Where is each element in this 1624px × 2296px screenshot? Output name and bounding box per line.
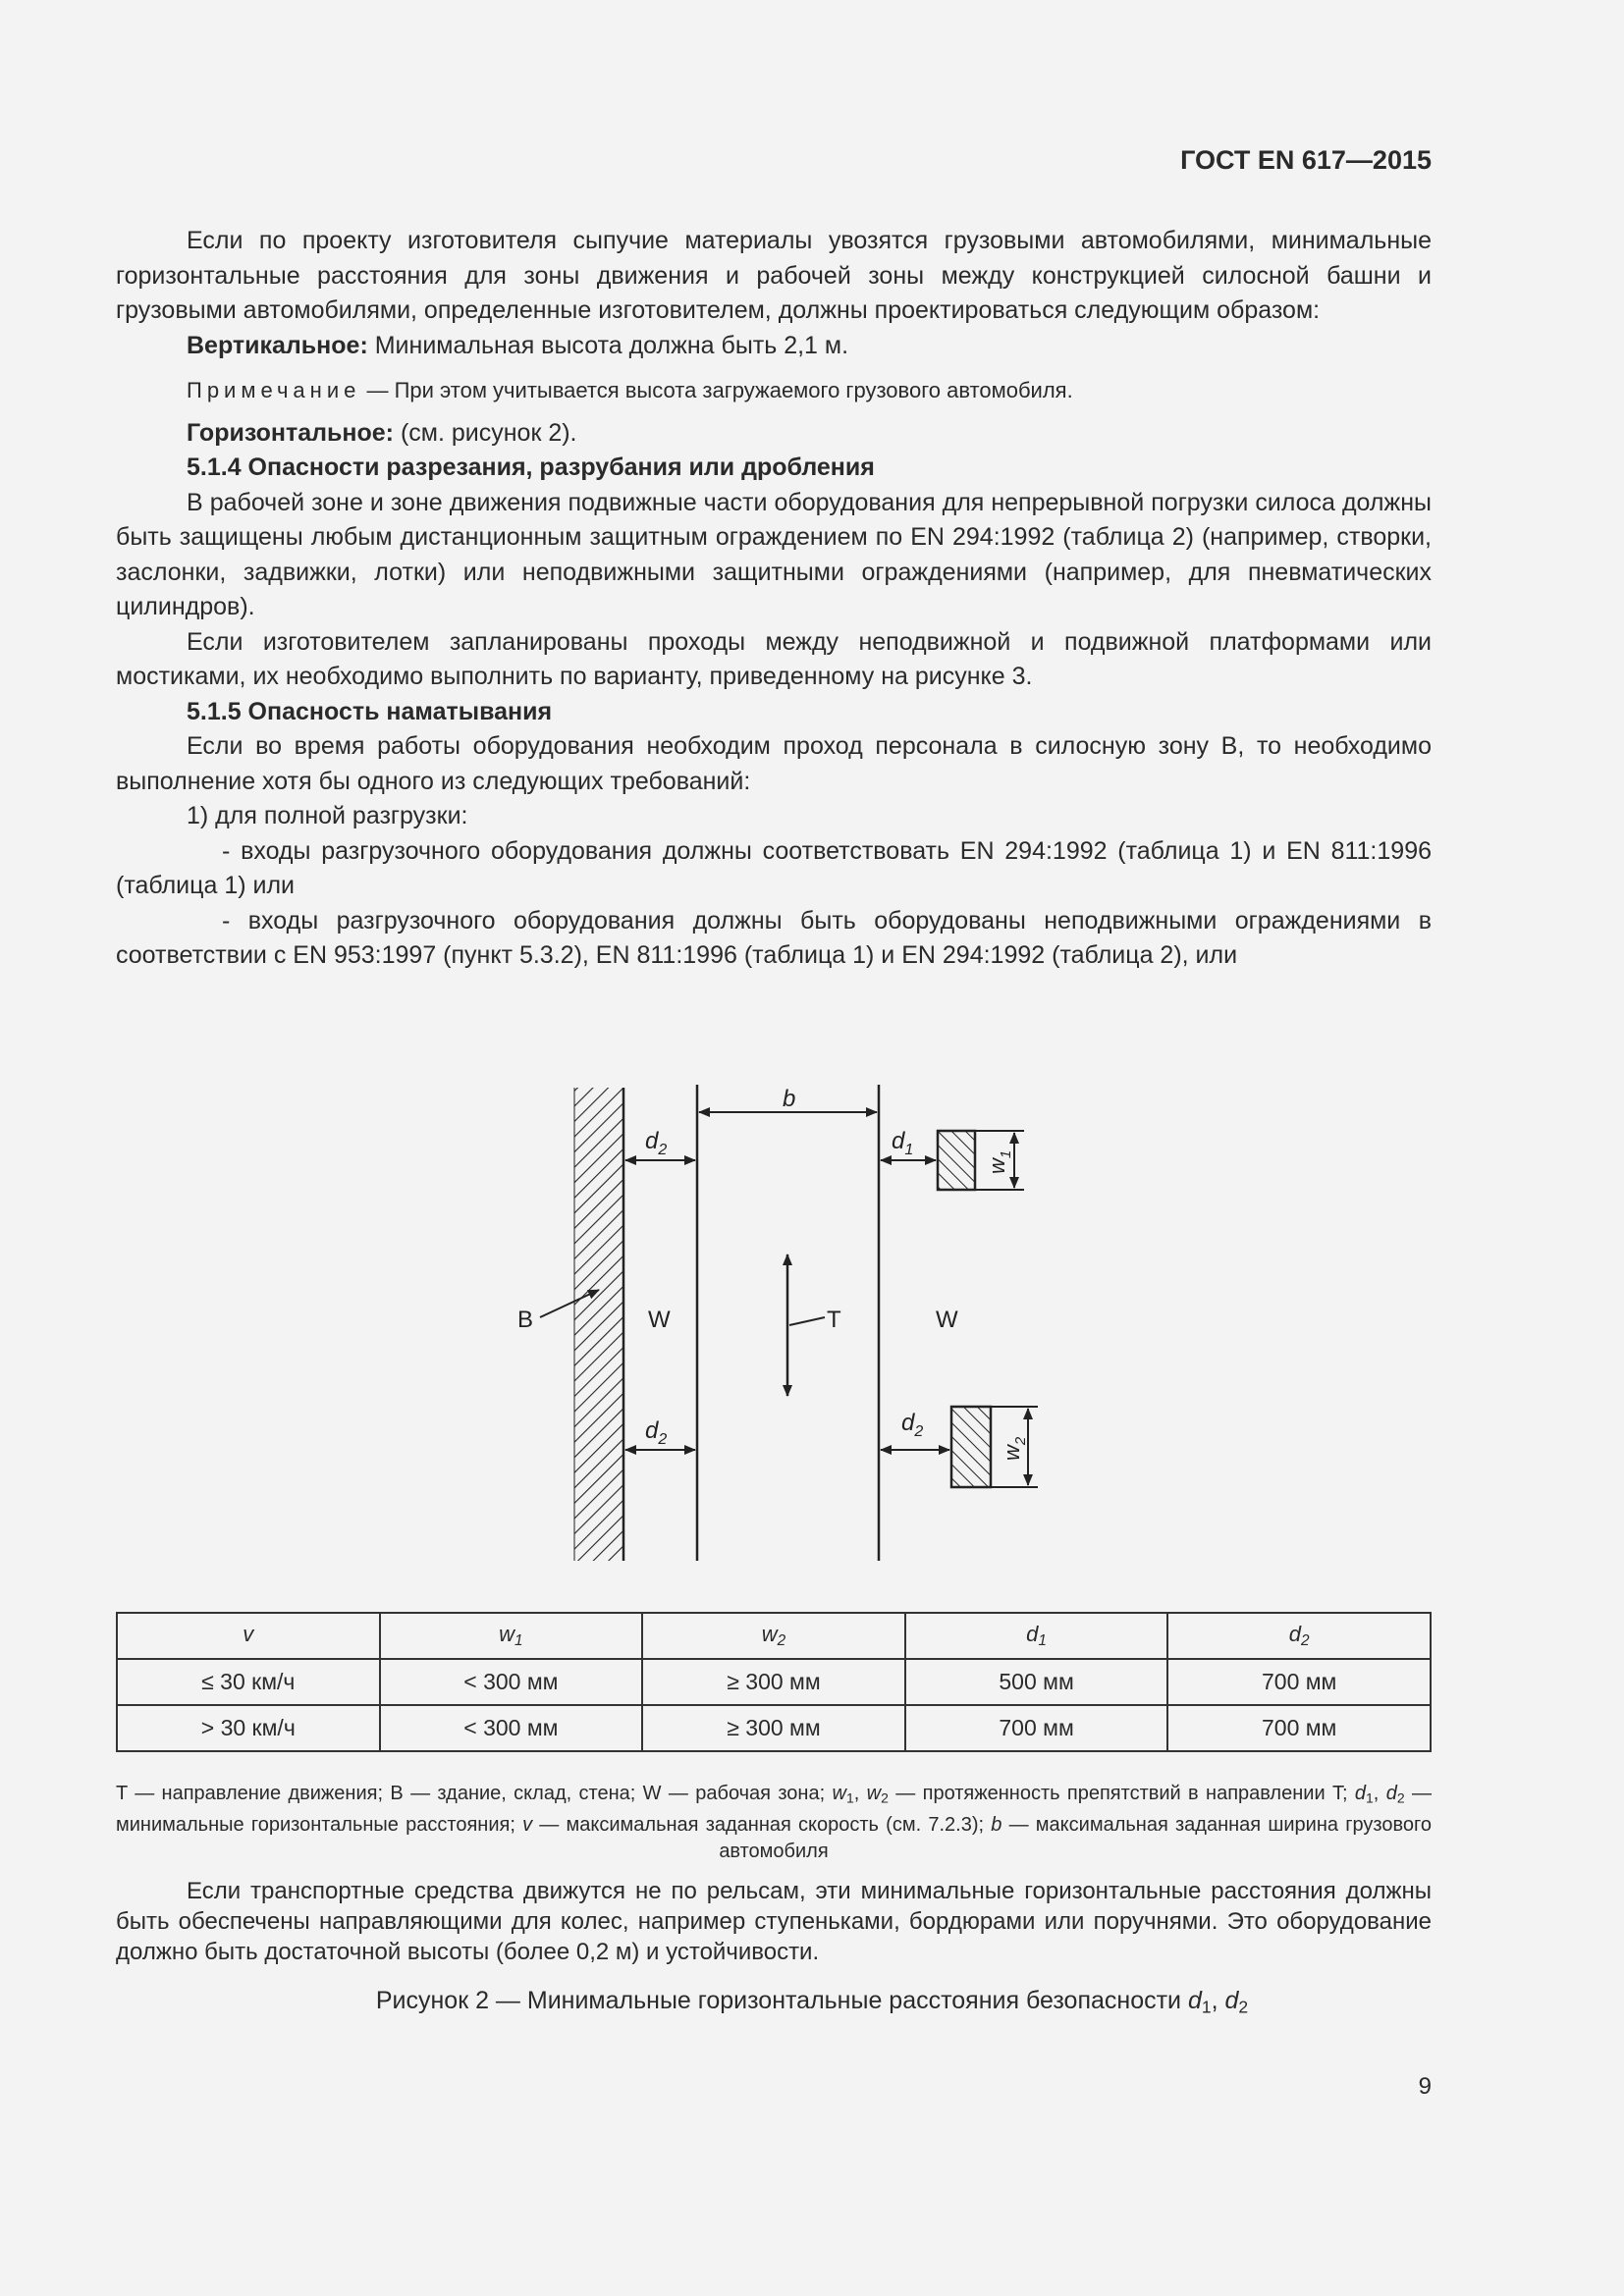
- label-W-left: W: [648, 1307, 671, 1333]
- dim-d2-right-label: $d_2$: [901, 1410, 924, 1440]
- obstacle-2: [951, 1407, 991, 1487]
- table-cell: > 30 км/ч: [117, 1705, 380, 1751]
- header-cell: v: [117, 1613, 380, 1659]
- paragraph: Если изготовителем запланированы проходы между неподвижной и подвижной платформами или мостиками, их необходимо выполнить по варианту, приведенному на рисунке 3.: [116, 627, 1432, 690]
- label-W-right: W: [936, 1307, 958, 1333]
- header-cell: $w_1$: [380, 1613, 643, 1659]
- paragraph: Если транспортные средства движутся не по рельсам, эти минимальные горизонтальные расстояния должны быть обеспечены направляющими для колес, например ступеньками, бордюрами или поручнями. Это оборудование должно быть достаточной высоты (более 0,2 м) и устойчивости.: [116, 1878, 1432, 1965]
- section-heading-5-1-4: 5.1.4 Опасности разрезания, разрубания или дробления: [187, 454, 875, 481]
- list-bullet: - входы разгрузочного оборудования должны быть оборудованы неподвижными ограждениями в соответствии с EN 953:1997 (пункт 5.3.2), EN 811:1996 (таблица 1) и EN 294:1992 (таблица 2), или: [116, 906, 1432, 969]
- table-cell: ≥ 300 мм: [642, 1705, 905, 1751]
- figure-caption: Рисунок 2 — Минимальные горизонтальные расстояния безопасности $d_1$, $d_2$: [375, 1987, 1249, 2017]
- paragraph: Если по проекту изготовителя сыпучие материалы увозятся грузовыми автомобилями, минимальные горизонтальные расстояния для зоны движения и рабочей зоны между конструкцией силосной башни и грузовыми автомобилями, определенные изготовителем, должны проектироваться следующим образом:: [116, 227, 1432, 324]
- dim-w2-label: $w_2$: [1000, 1436, 1029, 1461]
- table-cell: ≤ 30 км/ч: [117, 1659, 380, 1705]
- table-cell: < 300 мм: [380, 1705, 643, 1751]
- section-heading-5-1-5: 5.1.5 Опасность наматывания: [187, 697, 553, 725]
- list-item: 1) для полной разгрузки:: [187, 802, 468, 829]
- document-number: ГОСТ EN 617—2015: [1180, 145, 1432, 175]
- dim-d2-bottom-label: $d_2$: [645, 1417, 668, 1448]
- table-cell: 700 мм: [1167, 1659, 1431, 1705]
- table-row: [117, 1705, 1431, 1751]
- note: [187, 373, 1432, 408]
- dim-d1-label: $d_1$: [892, 1128, 914, 1158]
- horizontal-requirement: [116, 416, 1432, 452]
- table-cell: 700 мм: [905, 1705, 1168, 1751]
- vertical-requirement: [116, 329, 1432, 364]
- obstacle-1: [938, 1131, 975, 1190]
- vertical-text: Минимальная высота должна быть 2,1 м.: [367, 331, 849, 359]
- label-B: B: [517, 1307, 534, 1333]
- dim-b-label: b: [783, 1086, 796, 1112]
- header-cell: $d_1$: [905, 1613, 1168, 1659]
- paragraph: В рабочей зоне и зоне движения подвижные части оборудования для непрерывной погрузки силоса должны быть защищены любым дистанционным защитным ограждением по EN 294:1992 (таблица 2) (например, створки, заслонки, задвижки, лотки) или неподвижными защитными ограждениями (например, для пневматических цилиндров).: [116, 488, 1432, 620]
- list-bullet: - входы разгрузочного оборудования должны соответствовать EN 294:1992 (таблица 1) и EN 811:1996 (таблица 1) или: [116, 836, 1432, 899]
- note-text: — При этом учитывается высота загружаемого грузового автомобиля.: [360, 378, 1073, 402]
- leader-T: [789, 1317, 825, 1325]
- figure-legend: T — направление движения; B — здание, склад, стена; W — рабочая зона; $w_1$, $w_2$ — протяженность препятствий в направлении T; $d_1$, $d_2$ — минимальные горизонтальные расстояния; v — максимальная заданная скорость (см. 7.2.3); b — максимальная заданная ширина грузового автомобиля: [116, 1783, 1432, 1862]
- table-row: [117, 1659, 1431, 1705]
- dim-w1-label: $w_1$: [985, 1149, 1014, 1174]
- wall-hatch: [574, 1088, 623, 1561]
- horizontal-label: Горизонтальное:: [187, 418, 395, 447]
- horizontal-text: (см. рисунок 2).: [394, 418, 577, 447]
- header-cell: $d_2$: [1167, 1613, 1431, 1659]
- distance-table: [116, 1612, 1432, 1752]
- label-T: T: [827, 1307, 841, 1333]
- body-text: [116, 224, 1432, 974]
- table-cell: 500 мм: [905, 1659, 1168, 1705]
- table-cell: 700 мм: [1167, 1705, 1431, 1751]
- paragraph: Если во время работы оборудования необходим проход персонала в силосную зону B, то необходимо выполнение хотя бы одного из следующих требований:: [116, 732, 1432, 795]
- figure-note: [116, 1876, 1432, 1967]
- table-cell: < 300 мм: [380, 1659, 643, 1705]
- header-cell: $w_2$: [642, 1613, 905, 1659]
- dim-d2-top-label: $d_2$: [645, 1128, 668, 1158]
- table-header-row: [117, 1613, 1431, 1659]
- table-cell: ≥ 300 мм: [642, 1659, 905, 1705]
- note-label: Примечание: [187, 378, 361, 402]
- page-number: 9: [1418, 2073, 1432, 2100]
- vertical-label: Вертикальное:: [187, 331, 368, 359]
- figure-2-diagram: [491, 1070, 1080, 1580]
